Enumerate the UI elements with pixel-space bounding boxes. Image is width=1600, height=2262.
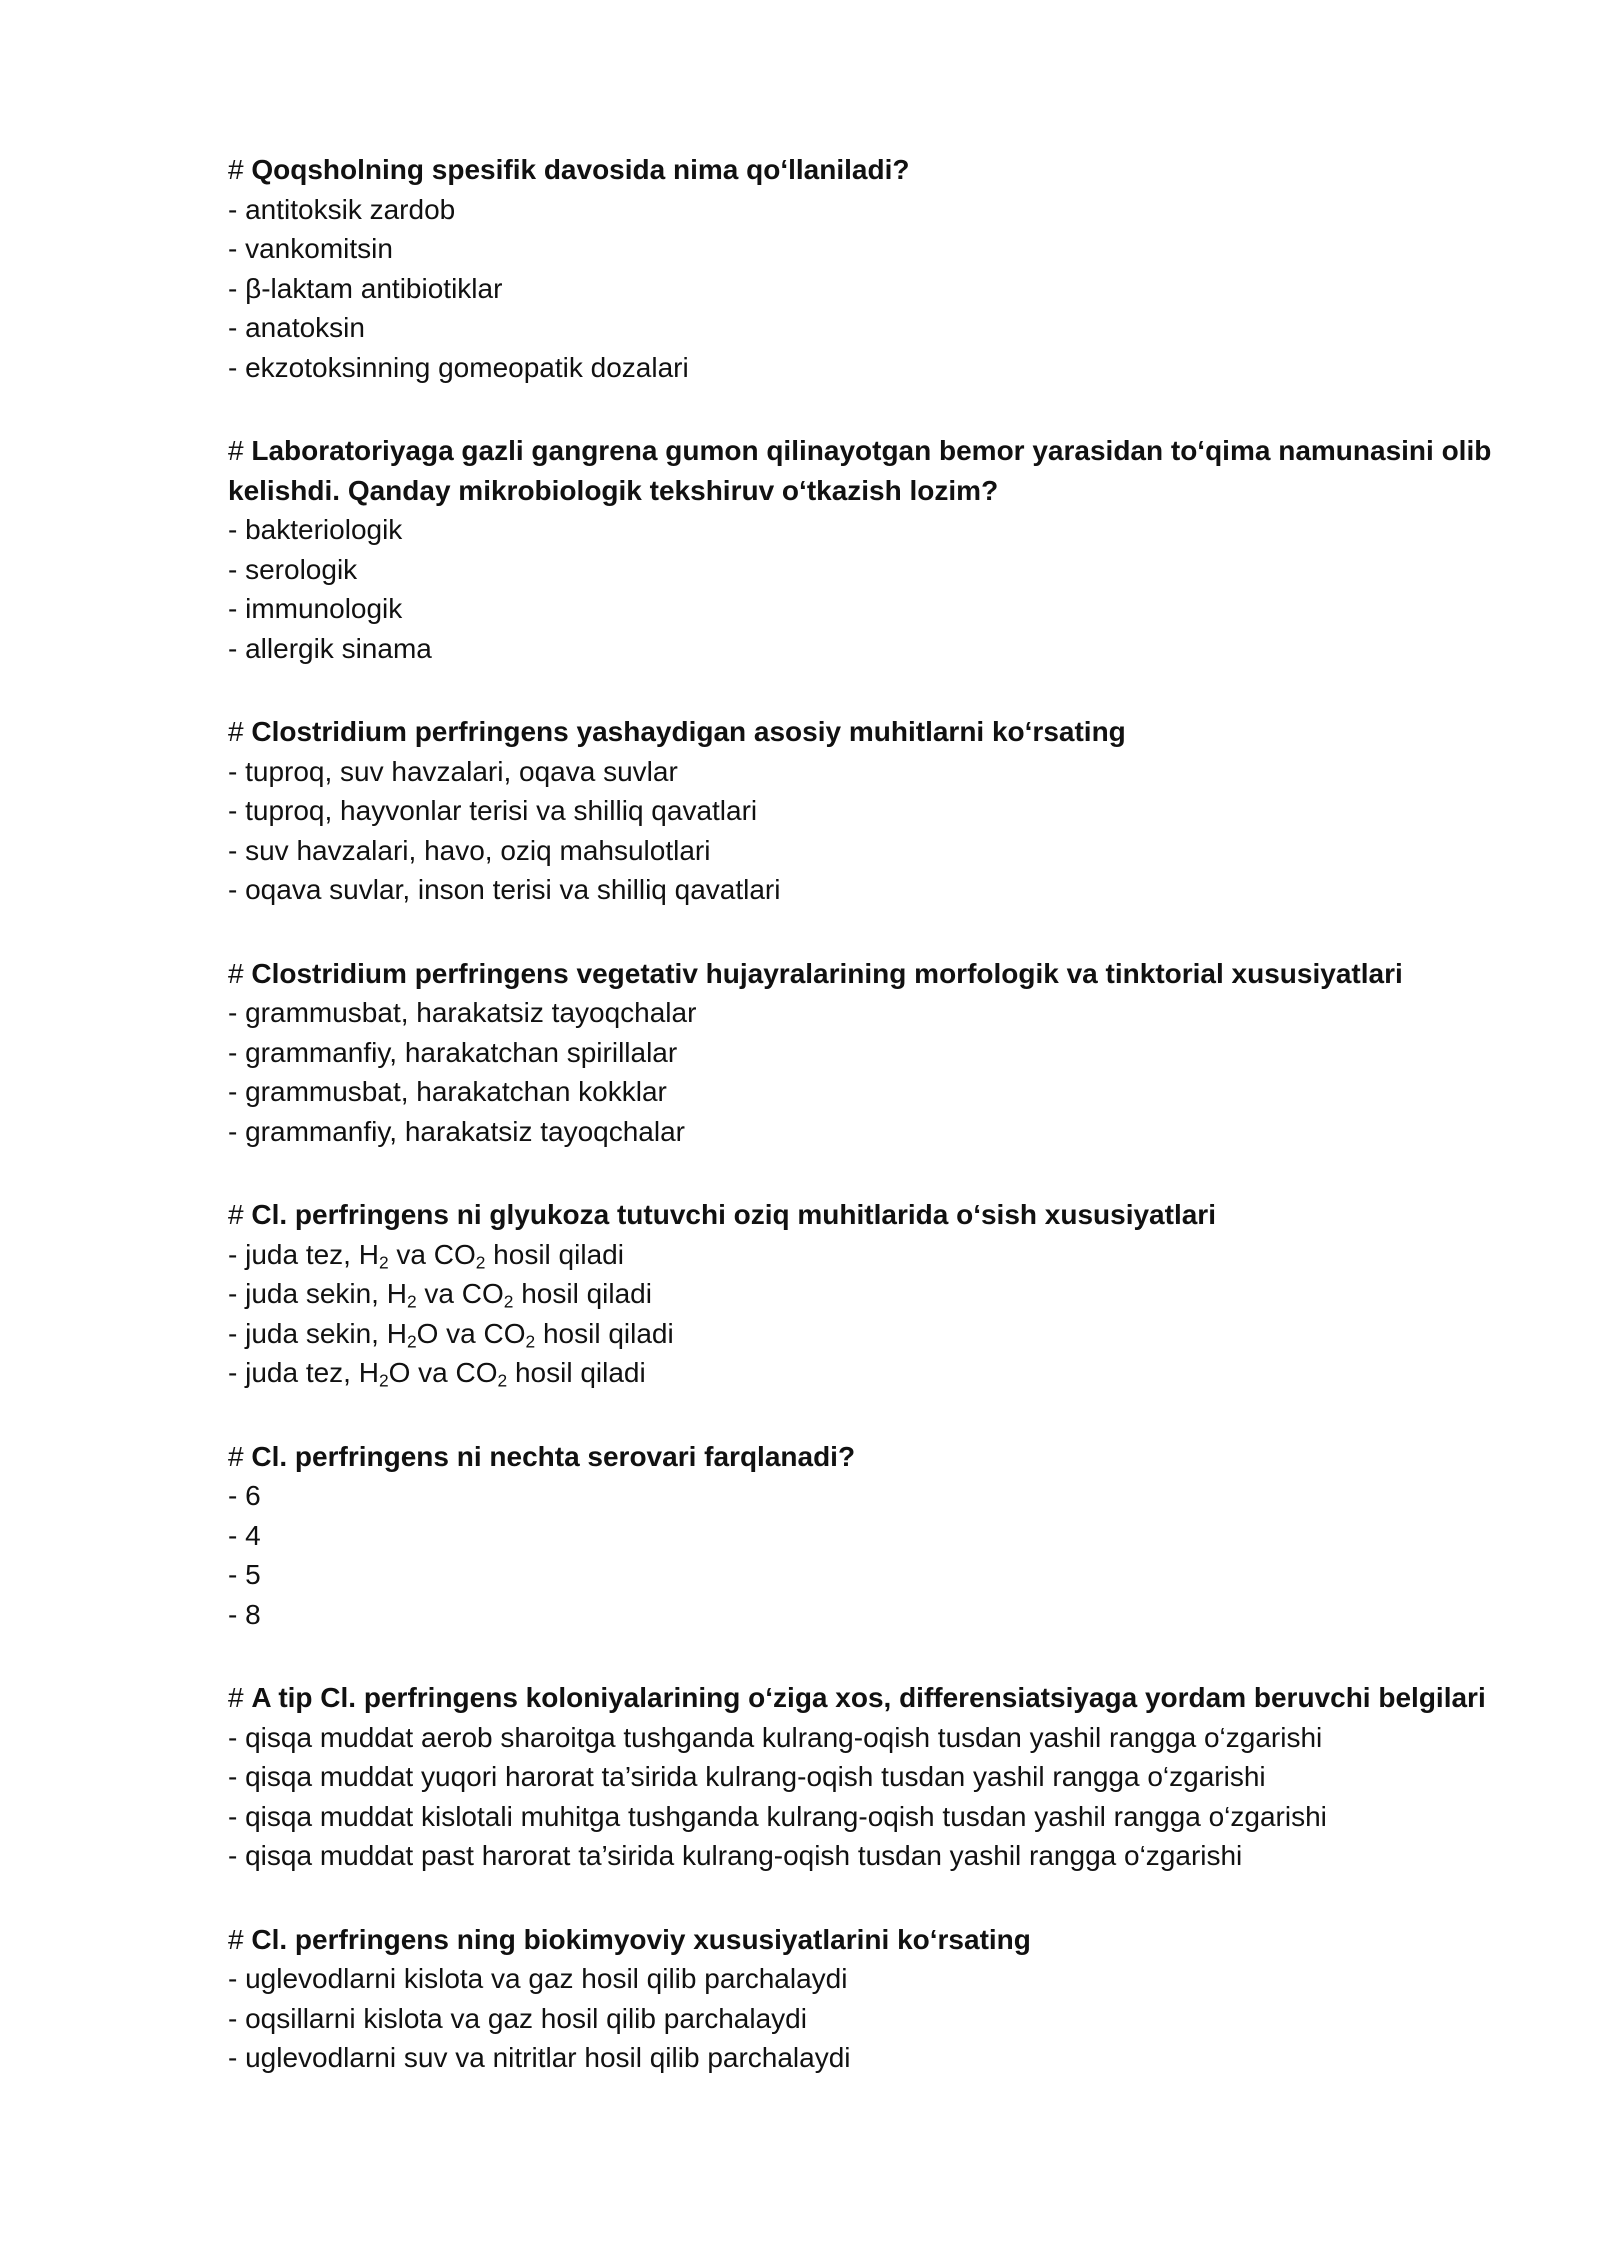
answer-option: - 4 [228, 1519, 261, 1551]
question-title [228, 712, 1528, 752]
answer-option: - qisqa muddat aerob sharoitga tushganda kulrang-oqish tusdan yashil rangga o‘zgarishi [228, 1721, 1323, 1753]
answer-option: - uglevodlarni kislota va gaz hosil qilib parchalaydi [228, 1963, 848, 1994]
question-text: Laboratoriyaga gazli gangrena gumon qilinayotgan bemor yarasidan to‘qima namunasini olib kelishdi. Qanday mikrobiologik tekshiruv o‘tkazish lozim? [228, 435, 1492, 506]
answer-option: - tuproq, suv havzalari, oqava suvlar [228, 755, 678, 787]
answer-option: - oqava suvlar, inson terisi va shilliq qavatlari [228, 874, 781, 905]
option-text: - juda sekin, H [228, 1317, 407, 1349]
question-1 [228, 150, 1528, 387]
question-marker: # [228, 716, 244, 747]
option-text: va CO [416, 1278, 504, 1309]
answer-option: - ekzotoksinning gomeopatik dozalari [228, 351, 689, 383]
answer-option: - qisqa muddat yuqori harorat ta’sirida kulrang-oqish tusdan yashil rangga o‘zgarishi [228, 1761, 1266, 1792]
subscript: 2 [378, 1370, 389, 1391]
answer-option: - vankomitsin [228, 233, 393, 264]
question-title [228, 1920, 1528, 1960]
question-marker: # [228, 435, 244, 466]
answer-option: - bakteriologik [228, 514, 403, 545]
question-text: Qoqsholning spesifik davosida nima qo‘llaniladi? [251, 154, 910, 185]
answer-option: - grammanfiy, harakatchan spirillalar [228, 1036, 678, 1068]
answer-option [228, 1235, 1528, 1275]
subscript: 2 [378, 1251, 389, 1272]
question-title [228, 431, 1528, 510]
answer-option: - 5 [228, 1559, 261, 1590]
question-6 [228, 1437, 1528, 1635]
answer-option: - β-laktam antibiotiklar [228, 272, 503, 304]
answer-option: - suv havzalari, havo, oziq mahsulotlari [228, 834, 711, 866]
subscript: 2 [406, 1291, 417, 1312]
option-text: hosil qiladi [513, 1278, 652, 1309]
answer-option: - immunologik [228, 593, 403, 624]
document-page [228, 150, 1528, 2122]
question-marker: # [228, 1923, 244, 1955]
option-text: O va CO [388, 1357, 498, 1388]
subscript: 2 [503, 1291, 514, 1312]
answer-option: - 6 [228, 1480, 261, 1511]
question-marker: # [228, 1440, 244, 1472]
question-marker: # [228, 154, 244, 185]
subscript: 2 [475, 1251, 486, 1272]
option-text: O va CO [416, 1317, 526, 1349]
subscript: 2 [525, 1330, 536, 1351]
answer-option: - allergik sinama [228, 632, 432, 664]
option-text: hosil qiladi [535, 1317, 674, 1349]
option-text: hosil qiladi [485, 1238, 624, 1270]
question-title [228, 1437, 1528, 1477]
option-text: - juda tez, H [228, 1357, 379, 1388]
question-5 [228, 1195, 1528, 1393]
answer-option [228, 1274, 1528, 1314]
question-title [228, 954, 1528, 994]
question-title [228, 150, 1528, 190]
question-text: A tip Cl. perfringens koloniyalarining o‘ziga xos, differensiatsiyaga yordam beruvchi belgilari [251, 1682, 1486, 1713]
answer-option: - uglevodlarni suv va nitritlar hosil qilib parchalaydi [228, 2042, 851, 2073]
question-marker: # [228, 957, 244, 989]
question-2 [228, 431, 1528, 668]
question-text: Cl. perfringens ning biokimyoviy xususiyatlarini ko‘rsating [251, 1923, 1031, 1955]
question-text: Clostridium perfringens yashaydigan asosiy muhitlarni ko‘rsating [251, 716, 1126, 747]
question-marker: # [228, 1199, 244, 1230]
answer-option: - antitoksik zardob [228, 193, 456, 225]
answer-option: - qisqa muddat past harorat ta’sirida kulrang-oqish tusdan yashil rangga o‘zgarishi [228, 1840, 1243, 1871]
answer-option: - grammanfiy, harakatsiz tayoqchalar [228, 1115, 685, 1147]
question-title [228, 1678, 1528, 1718]
question-text: Cl. perfringens ni nechta serovari farqlanadi? [251, 1440, 856, 1472]
answer-option: - oqsillarni kislota va gaz hosil qilib parchalaydi [228, 2002, 807, 2034]
question-text: Clostridium perfringens vegetativ hujayralarining morfologik va tinktorial xususiyatlari [251, 957, 1403, 989]
subscript: 2 [406, 1330, 417, 1351]
subscript: 2 [497, 1370, 508, 1391]
question-marker: # [228, 1682, 244, 1713]
answer-option: - serologik [228, 553, 358, 585]
option-text: hosil qiladi [507, 1357, 646, 1388]
question-8 [228, 1920, 1528, 2078]
answer-option: - qisqa muddat kislotali muhitga tushganda kulrang-oqish tusdan yashil rangga o‘zgarishi [228, 1800, 1327, 1832]
question-text: Cl. perfringens ni glyukoza tutuvchi oziq muhitlarida o‘sish xususiyatlari [251, 1199, 1216, 1230]
question-3 [228, 712, 1528, 910]
option-text: va CO [388, 1238, 476, 1270]
answer-option [228, 1314, 1528, 1354]
option-text: - juda tez, H [228, 1238, 379, 1270]
question-title [228, 1195, 1528, 1235]
answer-option [228, 1353, 1528, 1393]
answer-option: - 8 [228, 1598, 261, 1630]
answer-option: - grammusbat, harakatchan kokklar [228, 1076, 667, 1107]
question-7 [228, 1678, 1528, 1876]
option-text: - juda sekin, H [228, 1278, 407, 1309]
answer-option: - tuproq, hayvonlar terisi va shilliq qavatlari [228, 795, 758, 826]
answer-option: - anatoksin [228, 312, 365, 343]
question-4 [228, 954, 1528, 1152]
answer-option: - grammusbat, harakatsiz tayoqchalar [228, 997, 697, 1028]
